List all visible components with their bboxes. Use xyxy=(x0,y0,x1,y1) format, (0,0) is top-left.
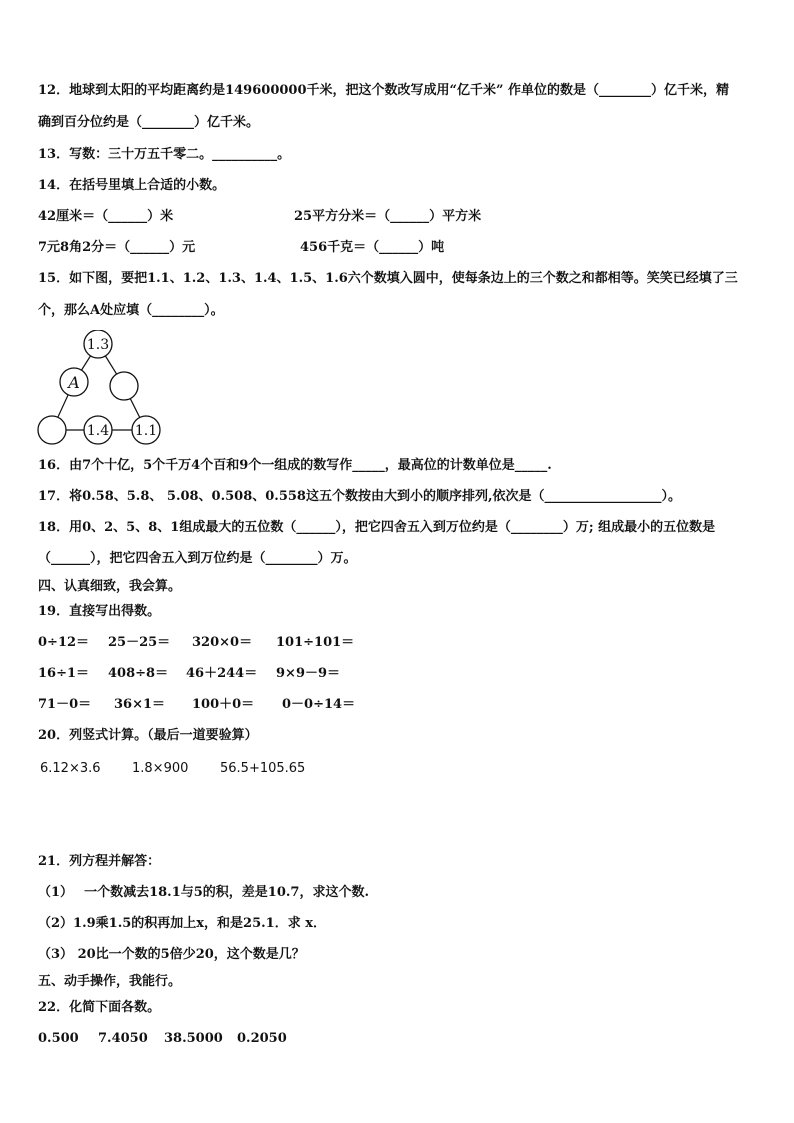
q19-r1-c4: 101÷101＝ xyxy=(276,635,355,650)
circle-bottom-right-label: 1.1 xyxy=(134,423,158,439)
q15-line2: 个，那么A处应填（________）。 xyxy=(38,303,224,318)
q12-line1: 12．地球到太阳的平均距离约是149600000千米，把这个数改写成用“亿千米” 作单位的数是（________）亿千米，精 xyxy=(38,83,729,98)
q19-r3-c3: 100＋0＝ xyxy=(192,697,255,712)
q22-item-1: 0.500 xyxy=(38,1031,79,1046)
q16-text: 16．由7个十亿，5个千万4个百和9个一组成的数写作_____，最高位的计数单位是_____. xyxy=(38,458,552,473)
q19-r2-c4: 9×9－9＝ xyxy=(276,666,341,681)
q19-r3-c1: 71－0＝ xyxy=(38,697,92,712)
q20-item-2: 1.8×900 xyxy=(132,761,189,776)
q19-r3-c2: 36×1＝ xyxy=(114,697,166,712)
q13-text: 13．写数：三十万五千零二。__________。 xyxy=(38,147,291,162)
section5-title: 五、动手操作，我能行。 xyxy=(38,974,182,989)
q14-item-a: 42厘米＝（______）米 xyxy=(38,209,174,224)
q15-line1: 15．如下图，要把1.1、1.2、1.3、1.4、1.5、1.6六个数填入圆中，使每条边上的三个数之和都相等。笑笑已经填了三 xyxy=(38,271,738,286)
q19-r2-c2: 408÷8＝ xyxy=(108,666,169,681)
q19-r2-c1: 16÷1＝ xyxy=(38,666,90,681)
q20-item-1: 6.12×3.6 xyxy=(40,761,101,776)
circle-a-label: A xyxy=(68,373,80,392)
circle-bottom-mid-label: 1.4 xyxy=(86,423,110,439)
q19-r1-c1: 0÷12＝ xyxy=(38,635,90,650)
q19-r1-c3: 320×0＝ xyxy=(192,635,253,650)
q14-title: 14．在括号里填上合适的小数。 xyxy=(38,178,226,193)
q19-r1-c2: 25－25＝ xyxy=(108,635,171,650)
q21-item-3: （3） 20比一个数的5倍少20，这个数是几？ xyxy=(38,947,305,962)
triangle-circles-diagram xyxy=(34,330,166,446)
section4-title: 四、认真细致，我会算。 xyxy=(38,579,182,594)
q14-item-b: 25平方分米＝（______）平方米 xyxy=(294,209,482,224)
q21-title: 21．列方程并解答： xyxy=(38,854,161,869)
q19-title: 19．直接写出得数。 xyxy=(38,604,161,619)
q14-item-d: 456千克＝（______）吨 xyxy=(300,240,445,255)
circle-top-label: 1.3 xyxy=(86,337,110,353)
q19-r3-c4: 0－0÷14＝ xyxy=(282,697,356,712)
q12-line2: 确到百分位约是（________）亿千米。 xyxy=(38,115,260,130)
circle-bottom-left xyxy=(38,416,66,444)
q19-r2-c3: 46＋244＝ xyxy=(186,666,258,681)
q21-item-2: （2）1.9乘1.5的积再加上x，和是25.1．求 x． xyxy=(38,916,326,931)
q20-title: 20．列竖式计算。（最后一道要验算） xyxy=(38,728,258,743)
q22-title: 22．化简下面各数。 xyxy=(38,1000,161,1015)
q14-item-c: 7元8角2分＝（______）元 xyxy=(38,240,196,255)
q18-line2: （______），把它四舍五入到万位约是（________）万。 xyxy=(38,551,357,566)
q17-text: 17．将0.58、5.8、 5.08、0.508、0.558这五个数按由大到小的顺序排列,依次是（__________________）。 xyxy=(38,489,681,504)
q22-item-4: 0.2050 xyxy=(237,1031,287,1046)
q21-item-1: （1） 一个数减去18.1与5的积，差是10.7，求这个数. xyxy=(38,885,369,900)
q20-item-3: 56.5+105.65 xyxy=(220,761,306,776)
q22-item-3: 38.5000 xyxy=(164,1031,223,1046)
q22-item-2: 7.4050 xyxy=(98,1031,148,1046)
circle-right-mid xyxy=(110,372,138,400)
q18-line1: 18．用0、2、5、8、1组成最大的五位数（______），把它四舍五入到万位约是（________）万; 组成最小的五位数是 xyxy=(38,520,716,535)
